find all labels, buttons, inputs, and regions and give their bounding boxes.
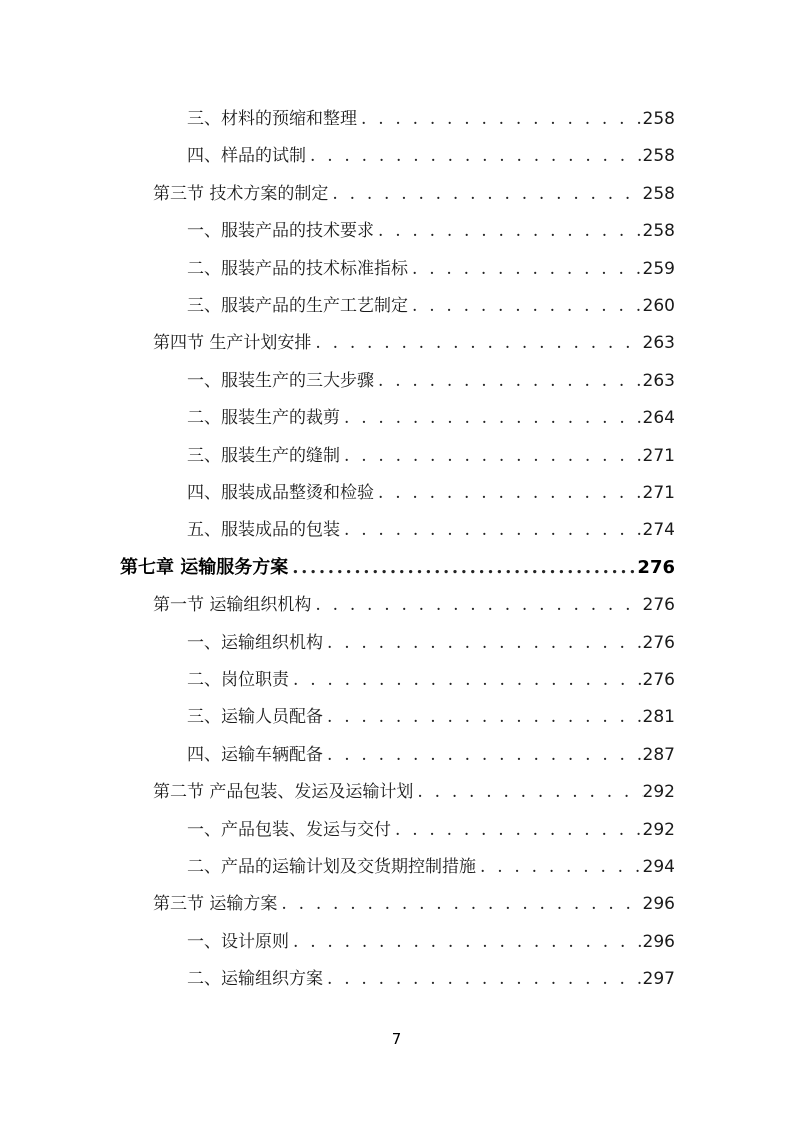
toc-section-entry[interactable]: [153, 777, 675, 807]
toc-dot-leader: [340, 441, 643, 471]
toc-dot-leader: [357, 104, 643, 134]
toc-entry-title: 五、服装成品的包装: [187, 520, 340, 541]
toc-entry-title: 一、服装生产的三大步骤: [187, 370, 374, 391]
toc-entry-title: 二、服装产品的技术标准指标: [187, 258, 408, 279]
toc-dot-leader: [277, 889, 642, 919]
toc-entry-page-number: 297: [642, 969, 675, 990]
toc-subsection-entry[interactable]: [187, 665, 675, 695]
toc-dot-leader: [306, 141, 643, 171]
toc-dot-leader: [408, 291, 643, 321]
toc-subsection-entry[interactable]: [187, 927, 675, 957]
toc-entry-title: 四、样品的试制: [187, 146, 306, 167]
toc-entry-title: 第二节 产品包装、发运及运输计划: [153, 782, 414, 803]
toc-entry-title: 一、运输组织机构: [187, 632, 323, 653]
toc-entry-page-number: 264: [642, 408, 675, 429]
toc-entry-page-number: 259: [642, 258, 675, 279]
toc-subsection-entry[interactable]: [187, 441, 675, 471]
toc-entry-title: 三、服装生产的缝制: [187, 445, 340, 466]
toc-dot-leader: [311, 590, 642, 620]
toc-subsection-entry[interactable]: [187, 628, 675, 658]
toc-entry-page-number: 276: [637, 556, 675, 578]
toc-dot-leader: [288, 553, 637, 583]
toc-entry-page-number: 292: [642, 782, 675, 803]
toc-entry-page-number: 263: [642, 333, 675, 354]
toc-entry-page-number: 260: [642, 296, 675, 316]
toc-entry-page-number: 276: [642, 670, 675, 690]
toc-subsection-entry[interactable]: [187, 254, 675, 284]
toc-subsection-entry[interactable]: [187, 104, 675, 134]
toc-entry-title: 二、产品的运输计划及交货期控制措施: [187, 857, 476, 877]
toc-entry-title: 二、服装生产的裁剪: [187, 408, 340, 429]
page-number: 7: [391, 1030, 402, 1048]
toc-section-entry[interactable]: [153, 328, 675, 358]
toc-entry-page-number: 294: [642, 857, 675, 877]
toc-entry-page-number: 274: [642, 520, 675, 541]
toc-entry-page-number: 271: [642, 445, 675, 466]
toc-entry-title: 第四节 生产计划安排: [153, 333, 312, 354]
toc-entry-title: 二、岗位职责: [187, 670, 289, 690]
toc-dot-leader: [323, 702, 643, 732]
toc-dot-leader: [391, 815, 643, 845]
toc-entry-page-number: 263: [642, 370, 675, 391]
toc-entry-title: 四、服装成品整烫和检验: [187, 483, 374, 503]
toc-dot-leader: [413, 777, 642, 807]
toc-entry-page-number: 281: [642, 707, 675, 728]
toc-entry-title: 四、运输车辆配备: [187, 744, 323, 765]
toc-dot-leader: [476, 852, 643, 882]
toc-entry-page-number: 296: [642, 894, 675, 915]
toc-entry-page-number: 271: [642, 483, 675, 503]
toc-entry-page-number: 292: [642, 819, 675, 840]
toc-entry-title: 第一节 运输组织机构: [153, 595, 312, 616]
toc-subsection-entry[interactable]: [187, 964, 675, 994]
toc-subsection-entry[interactable]: [187, 852, 675, 882]
toc-dot-leader: [328, 179, 642, 209]
toc-dot-leader: [323, 964, 643, 994]
toc-subsection-entry[interactable]: [187, 291, 675, 321]
toc-subsection-entry[interactable]: [187, 515, 675, 545]
toc-section-entry[interactable]: [153, 889, 675, 919]
toc-entry-page-number: 296: [642, 931, 675, 952]
toc-entry-title: 三、服装产品的生产工艺制定: [187, 296, 408, 316]
toc-subsection-entry[interactable]: [187, 478, 675, 508]
toc-entry-title: 一、设计原则: [187, 931, 289, 952]
toc-subsection-entry[interactable]: [187, 702, 675, 732]
toc-entry-page-number: 258: [642, 221, 675, 242]
toc-subsection-entry[interactable]: [187, 141, 675, 171]
toc-entry-title: 三、运输人员配备: [187, 707, 323, 728]
toc-entry-page-number: 258: [642, 146, 675, 167]
toc-dot-leader: [374, 478, 643, 508]
toc-entry-title: 一、产品包装、发运与交付: [187, 819, 391, 840]
toc-subsection-entry[interactable]: [187, 740, 675, 770]
toc-dot-leader: [408, 254, 643, 284]
toc-chapter-entry[interactable]: [120, 553, 675, 583]
toc-dot-leader: [340, 515, 643, 545]
toc-dot-leader: [311, 328, 642, 358]
toc-subsection-entry[interactable]: [187, 216, 675, 246]
toc-entry-title: 一、服装产品的技术要求: [187, 221, 374, 242]
toc-section-entry[interactable]: [153, 590, 675, 620]
toc-entry-page-number: 258: [642, 183, 675, 204]
toc-subsection-entry[interactable]: [187, 366, 675, 396]
toc-entry-page-number: 276: [642, 595, 675, 616]
toc-entry-page-number: 276: [642, 632, 675, 653]
toc-dot-leader: [289, 927, 643, 957]
toc-entry-title: 第七章 运输服务方案: [120, 556, 289, 578]
toc-dot-leader: [289, 665, 643, 695]
toc-section-entry[interactable]: [153, 179, 675, 209]
toc-dot-leader: [323, 628, 643, 658]
toc-entry-page-number: 287: [642, 744, 675, 765]
toc-entry-title: 二、运输组织方案: [187, 969, 323, 990]
toc-dot-leader: [340, 403, 643, 433]
toc-entry-title: 第三节 技术方案的制定: [153, 183, 329, 204]
toc-dot-leader: [323, 740, 643, 770]
toc-entry-title: 第三节 运输方案: [153, 894, 278, 915]
toc-dot-leader: [374, 216, 643, 246]
toc-entry-page-number: 258: [642, 109, 675, 129]
toc-subsection-entry[interactable]: [187, 403, 675, 433]
toc-entry-title: 三、材料的预缩和整理: [187, 109, 357, 129]
toc-dot-leader: [374, 366, 643, 396]
toc-subsection-entry[interactable]: [187, 815, 675, 845]
